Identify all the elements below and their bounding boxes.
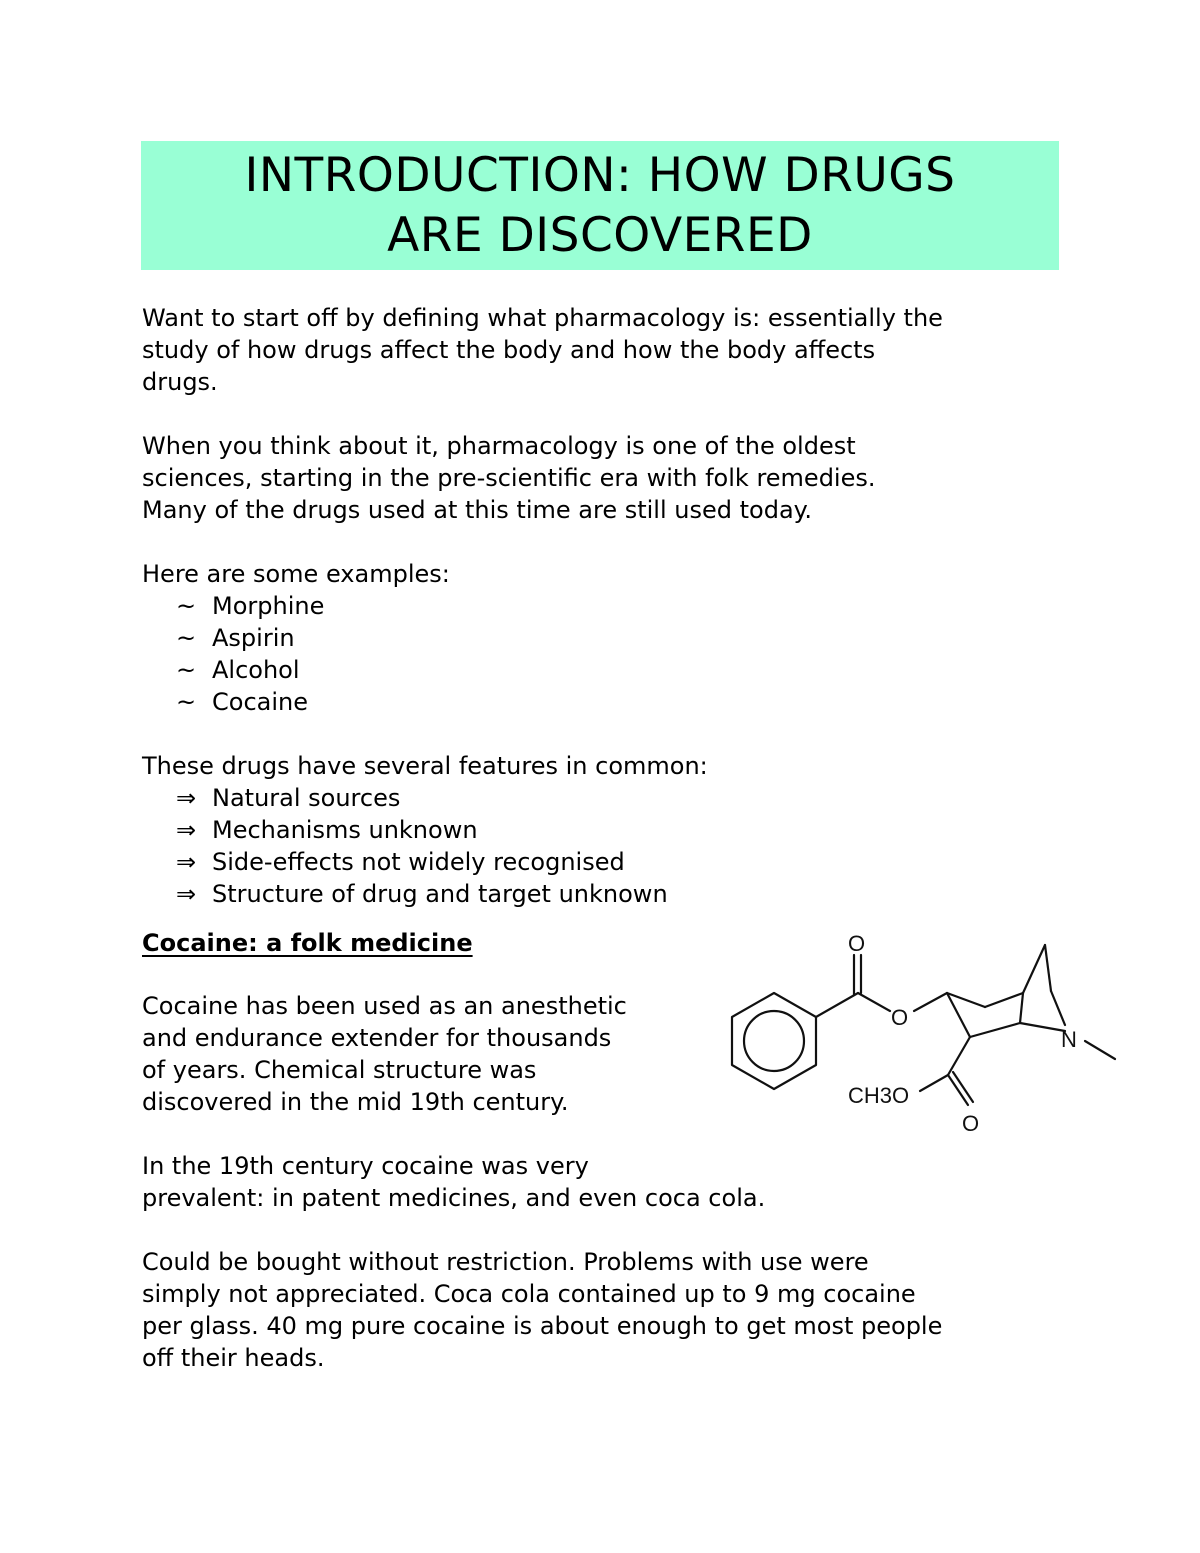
text-line: prevalent: in patent medicines, and even coca cola. xyxy=(142,1184,766,1212)
title-banner xyxy=(141,141,1059,270)
cocaine-heading: Cocaine: a folk medicine xyxy=(142,929,473,957)
text-line: of years. Chemical structure was xyxy=(142,1056,537,1084)
arrow-bullet-icon: ⇒ xyxy=(176,848,197,876)
list-item xyxy=(142,782,708,814)
list-item-label: Natural sources xyxy=(212,784,401,812)
tilde-bullet-icon: ~ xyxy=(176,592,197,620)
text-line: Cocaine has been used as an anesthetic xyxy=(142,992,627,1020)
features-list xyxy=(142,782,708,910)
methoxy-label: CH3O xyxy=(848,1083,910,1108)
benzene-inner-circle xyxy=(744,1011,804,1071)
text-line: per glass. 40 mg pure cocaine is about enough to get most people xyxy=(142,1312,943,1340)
text-line: In the 19th century cocaine was very xyxy=(142,1152,589,1180)
list-item-label: Structure of drug and target unknown xyxy=(212,880,668,908)
features-section xyxy=(142,750,708,910)
page-title-line-1: INTRODUCTION: HOW DRUGS xyxy=(244,147,956,203)
text-line: study of how drugs affect the body and how the body affects xyxy=(142,336,876,364)
arrow-bullet-icon: ⇒ xyxy=(176,816,197,844)
tilde-bullet-icon: ~ xyxy=(176,624,197,652)
text-line: simply not appreciated. Coca cola contained up to 9 mg cocaine xyxy=(142,1280,916,1308)
arrow-bullet-icon: ⇒ xyxy=(176,784,197,812)
cocaine-paragraph-2 xyxy=(142,1150,765,1214)
features-lead: These drugs have several features in common: xyxy=(142,752,708,780)
list-item xyxy=(142,654,450,686)
examples-lead: Here are some examples: xyxy=(142,560,450,588)
arrow-bullet-icon: ⇒ xyxy=(176,880,197,908)
text-line: drugs. xyxy=(142,368,218,396)
text-line: and endurance extender for thousands xyxy=(142,1024,612,1052)
list-item xyxy=(142,846,708,878)
chemical-structure-icon xyxy=(715,925,1125,1140)
list-item-label: Aspirin xyxy=(212,624,295,652)
list-item xyxy=(142,814,708,846)
oxygen-label-bottom: O xyxy=(962,1111,980,1136)
list-item-label: Mechanisms unknown xyxy=(212,816,478,844)
intro-paragraph-1 xyxy=(142,302,943,398)
tilde-bullet-icon: ~ xyxy=(176,688,197,716)
text-line: Many of the drugs used at this time are still used today. xyxy=(142,496,813,524)
list-item-label: Alcohol xyxy=(212,656,300,684)
text-line: Want to start off by defining what pharmacology is: essentially the xyxy=(142,304,943,332)
list-item-label: Side-effects not widely recognised xyxy=(212,848,625,876)
list-item xyxy=(142,622,450,654)
text-line: off their heads. xyxy=(142,1344,325,1372)
cocaine-structure-diagram xyxy=(715,925,1125,1140)
examples-list xyxy=(142,590,450,718)
text-line: sciences, starting in the pre-scientific era with folk remedies. xyxy=(142,464,876,492)
nitrogen-label: N xyxy=(1061,1027,1077,1052)
text-line: When you think about it, pharmacology is one of the oldest xyxy=(142,432,856,460)
tilde-bullet-icon: ~ xyxy=(176,656,197,684)
examples-section xyxy=(142,558,450,718)
cocaine-paragraph-1 xyxy=(142,990,627,1118)
list-item xyxy=(142,878,708,910)
oxygen-label-top: O xyxy=(848,931,866,956)
text-line: discovered in the mid 19th century. xyxy=(142,1088,569,1116)
page-title-line-2: ARE DISCOVERED xyxy=(387,207,813,263)
list-item-label: Morphine xyxy=(212,592,325,620)
intro-paragraph-2 xyxy=(142,430,876,526)
list-item-label: Cocaine xyxy=(212,688,308,716)
cocaine-paragraph-3 xyxy=(142,1246,942,1374)
list-item xyxy=(142,590,450,622)
oxygen-label-ester: O xyxy=(891,1005,909,1030)
list-item xyxy=(142,686,450,718)
text-line: Could be bought without restriction. Problems with use were xyxy=(142,1248,869,1276)
